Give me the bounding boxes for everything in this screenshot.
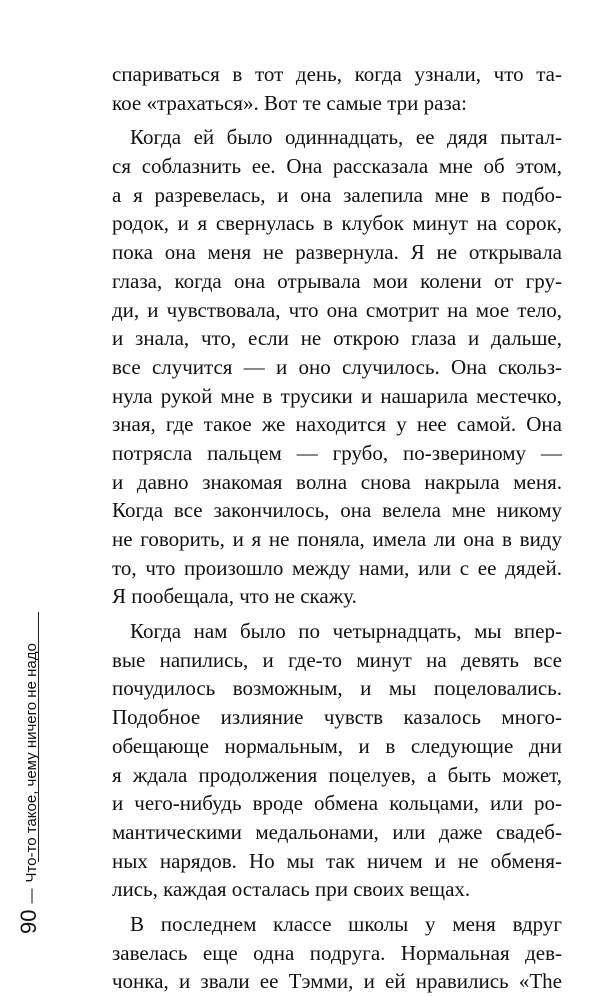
text-line: Я пообещала, что не скажу. [112,584,357,609]
paragraph [112,617,562,904]
text-line: ди, и чувствовала, что она смотрит на мое тело, [112,297,562,322]
page-number: 90 [16,909,41,934]
text-line: вые напились, и где-то минут на девять все [112,647,562,672]
text-line: Когда все закончилось, она велела мне никому [112,498,562,523]
text-line: и чего-нибудь вроде обмена кольцами, или ро- [112,791,562,816]
footer-line [16,643,42,934]
text-line: не говорить, и я не поняла, имела ли она в виду [112,527,562,551]
paragraph [112,910,562,996]
text-line: то, что произошло между нами, или с ее дядей. [112,555,562,580]
text-line: обещающе нормальным, и в следующие дни [112,733,562,758]
text-line: ных нарядов. Но мы так ничем и не обменя- [112,848,562,873]
text-line: В последнем классе школы у меня вдруг [130,911,562,936]
text-line: нула рукой мне в трусики и нашарила местечко, [112,383,562,408]
body-text [112,60,562,996]
text-line: все случится — и оно случилось. Она скольз- [112,354,562,379]
running-footer [16,612,66,934]
text-line: зная, где такое же находится у нее самой. Она [112,412,562,437]
text-line: завелась еще одна подруга. Нормальная дев- [112,940,562,965]
text-line: я ждала продолжения поцелуев, а быть может, [112,762,562,787]
paragraph [112,60,562,117]
text-line: спариваться в тот день, когда узнали, что та- [112,62,562,86]
paragraph [112,123,562,611]
text-line: мантическими медальонами, или даже свадеб- [112,819,562,844]
text-line: кое «трахаться». Вот те самые три раза: [112,90,467,115]
text-line: глаза, когда она отрывала мои колени от гру- [112,268,562,293]
text-line: и давно знакомая волна снова накрыла меня. [112,469,562,494]
text-line: лись, каждая осталась при своих вещах. [112,877,471,902]
text-line: чонка, и звали ее Тэмми, и ей нравились «The [112,969,562,994]
text-line: Подобное излияние чувств казалось много- [112,705,562,730]
text-line: и знала, что, если не открою глаза и дальше, [112,326,562,351]
running-title: Что-то такое, чему ничего не надо [23,643,40,883]
text-line: а я разревелась, и она залепила мне в подбо- [112,182,562,207]
text-line: Когда ей было одиннадцать, ее дядя пытал- [130,125,562,150]
text-line: Когда нам было по четырнадцать, мы впер- [130,619,562,644]
text-line: почудилось возможным, и мы поцеловались. [112,676,562,701]
text-line: пока она меня не развернула. Я не открывала [112,240,562,265]
text-line: ся соблазнить ее. Она рассказала мне об этом, [112,154,562,179]
text-line: родок, и я свернулась в клубок минут на сорок, [112,211,562,236]
footer-dash: — [23,888,40,904]
text-line: потрясла пальцем — грубо, по-звериному — [112,440,562,465]
